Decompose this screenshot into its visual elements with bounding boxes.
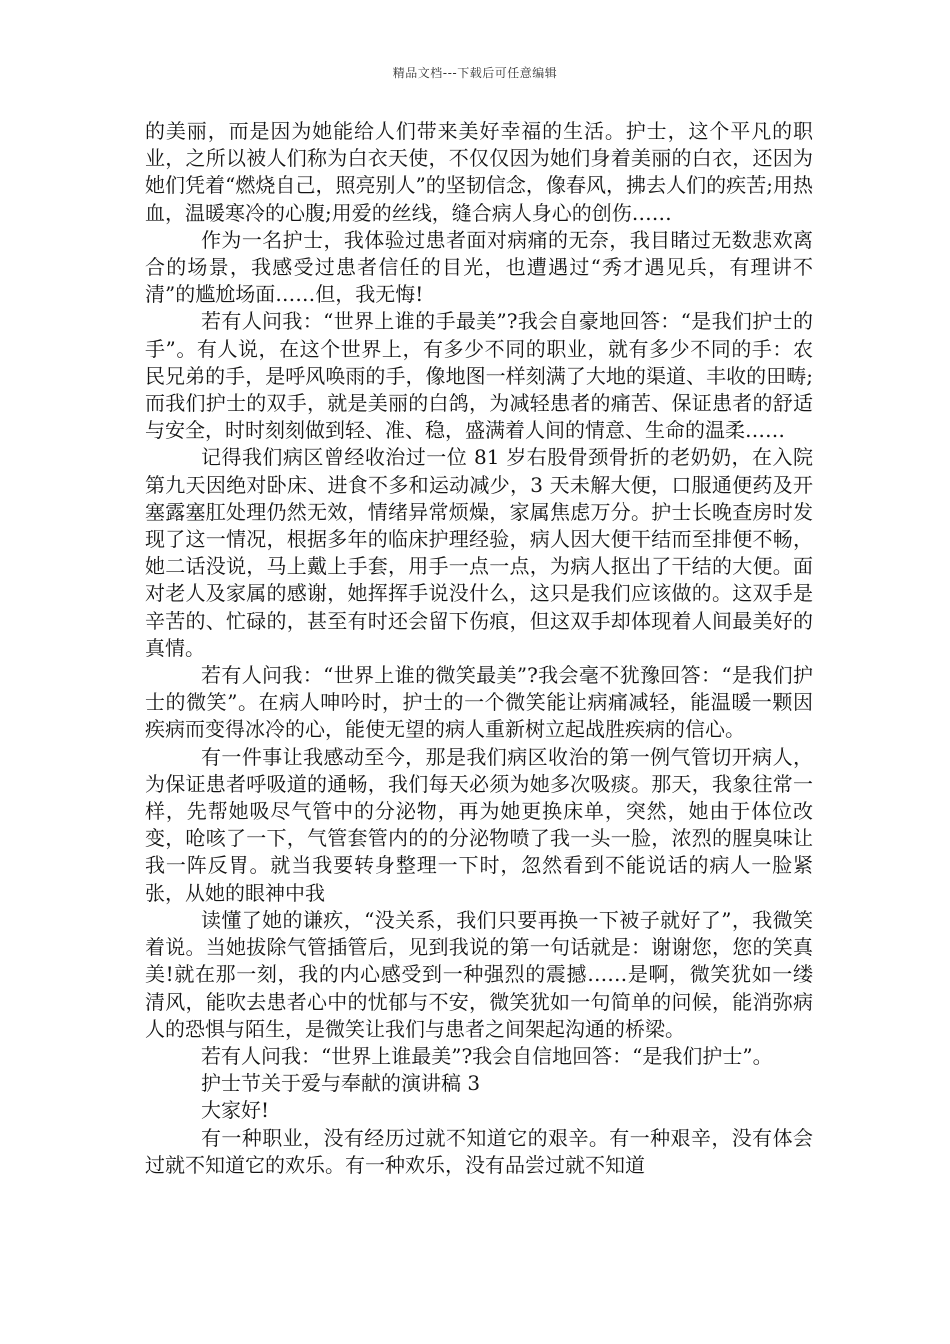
paragraph: 的美丽，而是因为她能给人们带来美好幸福的生活。护士，这个平凡的职业，之所以被人们称为白衣天使，不仅仅因为她们身着美丽的白衣，还因为她们凭着“燃烧自己，照亮别人”的坚韧信念，像春风，拂去人们的疾苦;用热血，温暖寒冷的心腹;用爱的丝线，缝合病人身心的创伤…… xyxy=(145,119,813,225)
paragraph: 读懂了她的谦疚，“没关系，我们只要再换一下被子就好了”，我微笑着说。当她拔除气管插管后，见到我说的第一句话就是：谢谢您，您的笑真美!就在那一刻，我的内心感受到一种强烈的震撼……是啊，微笑犹如一缕清风，能吹去患者心中的忧郁与不安，微笑犹如一句简单的问候，能消弥病人的恐惧与陌生，是微笑让我们与患者之间架起沟通的桥梁。 xyxy=(145,907,813,1041)
greeting: 大家好! xyxy=(201,1098,270,1123)
paragraph: 若有人问我：“世界上谁最美”?我会自信地回答：“是我们护士”。 xyxy=(201,1043,773,1068)
page-header: 精品文档---下载后可任意编辑 xyxy=(392,66,558,80)
paragraph: 有一件事让我感动至今，那是我们病区收治的第一例气管切开病人，为保证患者呼吸道的通畅，我们每天必须为她多次吸痰。那天，我象往常一样，先帮她吸尽气管中的分泌物，再为她更换床单，突然，她由于体位改变，呛咳了一下，气管套管内的的分泌物喷了我一头一脸，浓烈的腥臭味让我一阵反胃。就当我要转身整理一下时，忽然看到不能说话的病人一脸紧张，从她的眼神中我 xyxy=(145,744,813,905)
paragraph: 作为一名护士，我体验过患者面对病痛的无奈，我目睹过无数悲欢离合的场景，我感受过患者信任的目光，也遭遇过“秀才遇见兵，有理讲不清”的尴尬场面……但，我无悔! xyxy=(145,227,813,307)
paragraph: 有一种职业，没有经历过就不知道它的艰辛。有一种艰辛，没有体会过就不知道它的欢乐。有一种欢乐，没有品尝过就不知道 xyxy=(145,1125,813,1177)
document-body xyxy=(145,118,813,1179)
section-title: 护士节关于爱与奉献的演讲稿 3 xyxy=(201,1071,481,1096)
paragraph: 记得我们病区曾经收治过一位 81 岁右股骨颈骨折的老奶奶，在入院第九天因绝对卧床、进食不多和运动减少，3 天未解大便，口服通便药及开塞露塞肛处理仍然无效，情绪异常烦燥，家属焦虑万分。护士长晚查房时发现了这一情况，根据多年的临床护理经验，病人因大便干结而至排便不畅，她二话没说，马上戴上手套，用手一点一点，为病人抠出了干结的大便。面对老人及家属的感谢，她挥挥手说没什么，这只是我们应该做的。这双手是辛苦的、忙碌的，甚至有时还会留下伤痕，但这双手却体现着人间最美好的真情。 xyxy=(145,445,813,660)
paragraph: 若有人问我：“世界上谁的手最美”?我会自豪地回答：“是我们护士的手”。有人说，在这个世界上，有多少不同的职业，就有多少不同的手：农民兄弟的手，是呼风唤雨的手，像地图一样刻满了大地的渠道、丰收的田畴;而我们护士的双手，就是美丽的白鸽，为减轻患者的痛苦、保证患者的舒适与安全，时时刻刻做到轻、准、稳，盛满着人间的情意、生命的温柔…… xyxy=(145,309,813,443)
paragraph: 若有人问我：“世界上谁的微笑最美”?我会毫不犹豫回答：“是我们护士的微笑”。在病人呻吟时，护士的一个微笑能让病痛减轻，能温暖一颗因疾病而变得冰冷的心，能使无望的病人重新树立起战胜疾病的信心。 xyxy=(145,663,813,742)
